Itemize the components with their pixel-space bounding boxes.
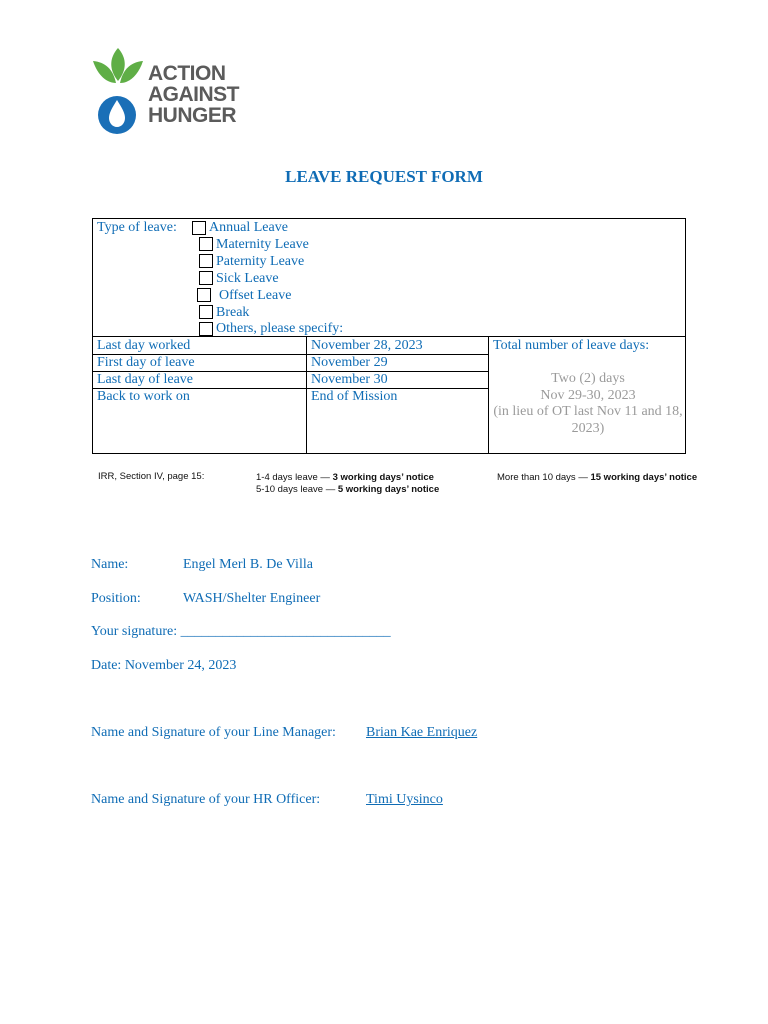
checkbox-maternity-leave[interactable] — [199, 237, 213, 251]
logo-line-2: AGAINST — [148, 83, 239, 106]
rule-1-prefix: 1-4 days leave — — [256, 472, 333, 483]
first-day-of-leave-value[interactable]: November 29 — [311, 355, 388, 370]
notice-rule-1 — [256, 472, 434, 483]
first-day-of-leave-label: First day of leave — [97, 355, 195, 370]
signature-row — [91, 624, 391, 640]
signature-line[interactable]: ______________________________ — [180, 624, 391, 639]
option-annual-leave: Annual Leave — [209, 220, 288, 235]
water-drop-icon — [98, 96, 136, 134]
checkbox-others[interactable] — [199, 322, 213, 336]
name-value[interactable]: Engel Merl B. De Villa — [183, 557, 313, 572]
rule-3-prefix: More than 10 days — — [497, 472, 591, 483]
rule-2-notice: 5 working days’ notice — [337, 484, 440, 495]
logo-wordmark — [148, 63, 239, 126]
signature-label: Your signature: — [91, 624, 178, 639]
notice-reference: IRR, Section IV, page 15: — [98, 471, 205, 482]
total-line-1: Two (2) days — [551, 371, 625, 386]
option-break: Break — [216, 305, 250, 320]
checkbox-sick-leave[interactable] — [199, 271, 213, 285]
column-divider — [306, 336, 307, 453]
option-others: Others, please specify: — [216, 321, 344, 336]
leave-form-table — [92, 218, 686, 454]
hr-officer-value[interactable]: Timi Uysinco — [366, 792, 443, 807]
hr-officer-label: Name and Signature of your HR Officer: — [91, 792, 321, 807]
checkbox-annual-leave[interactable] — [192, 221, 206, 235]
position-value[interactable]: WASH/Shelter Engineer — [183, 591, 321, 606]
rule-3-notice: 15 working days’ notice — [590, 472, 698, 483]
date-text: Date: November 24, 2023 — [91, 658, 237, 673]
rule-2-prefix: 5-10 days leave — — [256, 484, 338, 495]
line-manager-label: Name and Signature of your Line Manager: — [91, 725, 336, 740]
back-to-work-value[interactable]: End of Mission — [311, 389, 398, 404]
position-label: Position: — [91, 591, 141, 606]
checkbox-break[interactable] — [199, 305, 213, 319]
last-day-worked-label: Last day worked — [97, 338, 191, 353]
option-sick-leave: Sick Leave — [216, 271, 279, 286]
form-title: LEAVE REQUEST FORM — [285, 167, 483, 186]
last-day-of-leave-value[interactable]: November 30 — [311, 372, 388, 387]
notice-rule-3 — [497, 472, 697, 483]
total-line-2: Nov 29-30, 2023 — [540, 387, 636, 403]
option-maternity-leave: Maternity Leave — [216, 237, 309, 252]
line-manager-value[interactable]: Brian Kae Enriquez — [366, 725, 478, 740]
last-day-of-leave-label: Last day of leave — [97, 372, 194, 387]
option-offset-leave: Offset Leave — [219, 288, 292, 303]
total-leave-days-value[interactable] — [491, 371, 685, 437]
last-day-worked-value[interactable]: November 28, 2023 — [311, 338, 423, 353]
total-leave-days-label: Total number of leave days: — [493, 338, 650, 353]
name-label: Name: — [91, 557, 129, 572]
total-line-3: (in lieu of OT last Nov 11 and 18, 2023) — [493, 404, 683, 436]
notice-rule-2 — [256, 484, 439, 495]
option-paternity-leave: Paternity Leave — [216, 254, 305, 269]
back-to-work-label: Back to work on — [97, 389, 190, 404]
column-divider — [488, 336, 489, 453]
logo-line-1: ACTION — [148, 62, 226, 85]
logo-line-3: HUNGER — [148, 104, 237, 127]
leaf-icon — [93, 48, 143, 83]
leave-type-label: Type of leave: — [97, 220, 177, 235]
checkbox-offset-leave[interactable] — [197, 288, 211, 302]
checkbox-paternity-leave[interactable] — [199, 254, 213, 268]
rule-1-notice: 3 working days’ notice — [332, 472, 434, 483]
